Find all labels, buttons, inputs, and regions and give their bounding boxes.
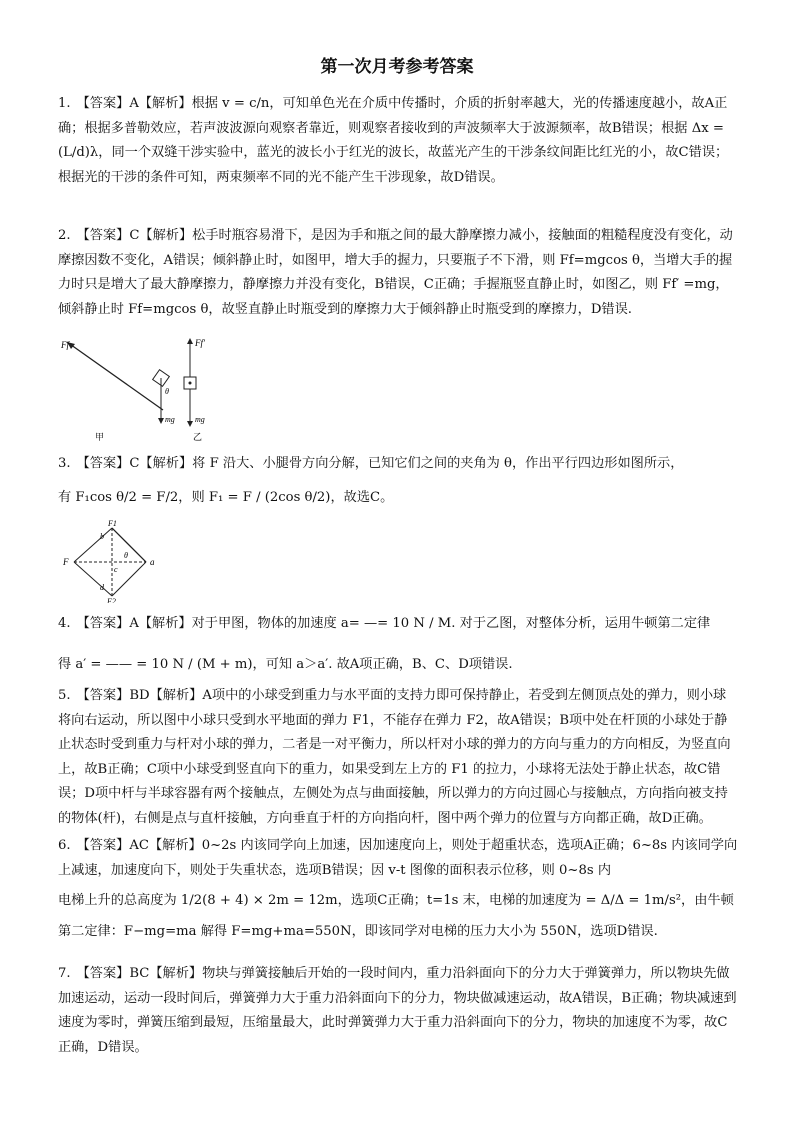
left-angle-label: θ bbox=[165, 387, 169, 396]
answer-7-number: 7. bbox=[58, 966, 71, 981]
label-c: c bbox=[114, 565, 118, 574]
parallelogram-figure bbox=[60, 518, 170, 603]
edge-d bbox=[74, 562, 112, 596]
incline-line bbox=[67, 342, 163, 410]
label-theta: θ bbox=[124, 551, 128, 560]
answer-7-text: 【答案】BC【解析】物块与弹簧接触后开始的一段时间内，重力沿斜面向下的分力大于弹簧弹力，所以物块先做加速运动，运动一段时间后，弹簧弹力大于重力沿斜面向下的分力，物块做减速运动，故A错误，B正确；物块减速到速度为零时，弹簧压缩到最短，压缩量最大，此时弹簧弹力大于重力沿斜面向下的分力，物块的加速度不为零，故C正确，D错误。 bbox=[58, 966, 737, 1055]
left-weight-label: mg bbox=[165, 415, 175, 424]
left-caption: 甲 bbox=[95, 432, 105, 442]
answer-5-number: 5. bbox=[58, 688, 71, 703]
answer-6 bbox=[58, 834, 738, 944]
answer-3-line2: 有 F₁cos θ/2 = F/2，则 F₁ = F / (2cos θ/2)，故选C。 bbox=[58, 489, 394, 505]
label-a: a bbox=[150, 557, 155, 567]
answer-1-text: 【答案】A【解析】根据 v = c/n，可知单色光在介质中传播时，介质的折射率越大，光的传播速度越小，故A正确；根据多普勒效应，若声波波源向观察者靠近，则观察者接收到的声波频率大于波源频率，故B错误；根据 Δx = (L/d)λ，同一个双缝干涉实验中，蓝光的波长小于红光的波长，故蓝光产生的干涉条纹间距比红光的小，故C错误；根据光的干涉的条件可知，两束频率不同的光不能产生干涉现象，故D错误。 bbox=[58, 96, 729, 185]
answer-4-line1: 【答案】A【解析】对于甲图，物体的加速度 a= —= 10 N / M. 对于乙图，对整体分析，运用牛顿第二定律 bbox=[76, 616, 711, 631]
answer-6-number: 6. bbox=[58, 838, 71, 853]
label-f2: F2 bbox=[107, 597, 116, 603]
force-f1 bbox=[112, 528, 146, 562]
answer-4-line2: 得 a′ = —— = 10 N / (M + m)，可知 a＞a′. 故A项正确，B、C、D项错误. bbox=[58, 656, 513, 672]
answer-4-number: 4. bbox=[58, 616, 71, 631]
answer-6-text-b: 电梯上升的总高度为 1/2(8 + 4) × 2m = 12m，选项C正确；t=1s 末，电梯的加速度为 = Δ/Δ = 1m/s²，由牛顿 bbox=[58, 893, 734, 908]
answer-2-text: 【答案】C【解析】松手时瓶容易滑下，是因为手和瓶之间的最大静摩擦力减小，接触面的粗糙程度没有变化，动摩擦因数不变化，A错误；倾斜静止时，如图甲，增大手的握力，只要瓶子不下滑，则 Ff=mgcos θ，当增大手的握力时只是增大了最大静摩擦力，静摩擦力并没有变化，B错误，C正确；手握瓶竖直静止时，如图乙，则 Ff′ =mg，倾斜静止时 Ff=mgcos θ，故竖直静止时瓶受到的摩擦力大于倾斜静止时瓶受到的摩擦力，D错误. bbox=[58, 228, 733, 317]
answer-6-text-a: 【答案】AC【解析】0~2s 内该同学向上加速，因加速度向上，则处于超重状态，选项A正确；6~8s 内该同学向上减速，加速度向下，则处于失重状态，选项B错误；因 v-t 图像的面积表示位移，则 0~8s 内 bbox=[58, 838, 738, 878]
right-weight-label: mg bbox=[195, 415, 205, 424]
answer-2 bbox=[58, 224, 738, 322]
edge-b bbox=[74, 528, 112, 562]
label-d: d bbox=[100, 583, 104, 592]
left-force-label: Ff bbox=[61, 340, 69, 350]
answer-5 bbox=[58, 684, 738, 831]
label-b: b bbox=[100, 532, 104, 541]
label-f: F bbox=[63, 557, 69, 567]
answer-2-number: 2. bbox=[58, 228, 71, 243]
answer-4 bbox=[58, 612, 738, 677]
answer-3-line1: 【答案】C【解析】将 F 沿大、小腿骨方向分解，已知它们之间的夹角为 θ，作出平行四边形如图所示， bbox=[76, 456, 684, 471]
weight-arrowhead-right bbox=[187, 421, 193, 427]
answer-1-number: 1. bbox=[58, 96, 71, 111]
page-title: 第一次月考参考答案 bbox=[320, 57, 474, 77]
answer-6-text-c: 第二定律：F−mg=ma 解得 F=mg+ma=550N，即该同学对电梯的压力大小为 550N，选项D错误. bbox=[58, 923, 658, 939]
answer-5-text: 【答案】BD【解析】A项中的小球受到重力与水平面的支持力即可保持静止，若受到左侧顶点处的弹力，则小球将向右运动，所以图中小球只受到水平地面的弹力 F1，不能存在弹力 F2，故A错误；B项中处在杆顶的小球处于静止状态时受到重力与杆对小球的弹力，二者是一对平衡力，所以杆对小球的弹力的方向与重力的方向相反，为竖直向上，故B正确；C项中小球受到竖直向下的重力，如果受到左上方的 F1 的拉力，小球将无法处于静止状态，故C错误；D项中杆与半球容器有两个接触点，左侧处为点与曲面接触，所以弹力的方向过圆心与接触点，方向指向被支持的物体(杆)，右侧是点与直杆接触，方向垂直于杆的方向指向杆，图中两个弹力的位置与方向都正确，故D正确。 bbox=[58, 688, 731, 826]
label-f1: F1 bbox=[108, 519, 117, 528]
answer-3 bbox=[58, 452, 738, 510]
friction-arrowhead-right bbox=[187, 338, 193, 344]
right-caption: 乙 bbox=[193, 432, 203, 442]
weight-arrowhead-left bbox=[158, 418, 164, 424]
answer-3-number: 3. bbox=[58, 456, 71, 471]
bottle-center-dot bbox=[189, 382, 192, 385]
bottle-friction-figure bbox=[55, 330, 245, 445]
right-force-label: Ff′ bbox=[195, 338, 205, 348]
answer-7 bbox=[58, 962, 738, 1060]
answer-1 bbox=[58, 92, 738, 190]
